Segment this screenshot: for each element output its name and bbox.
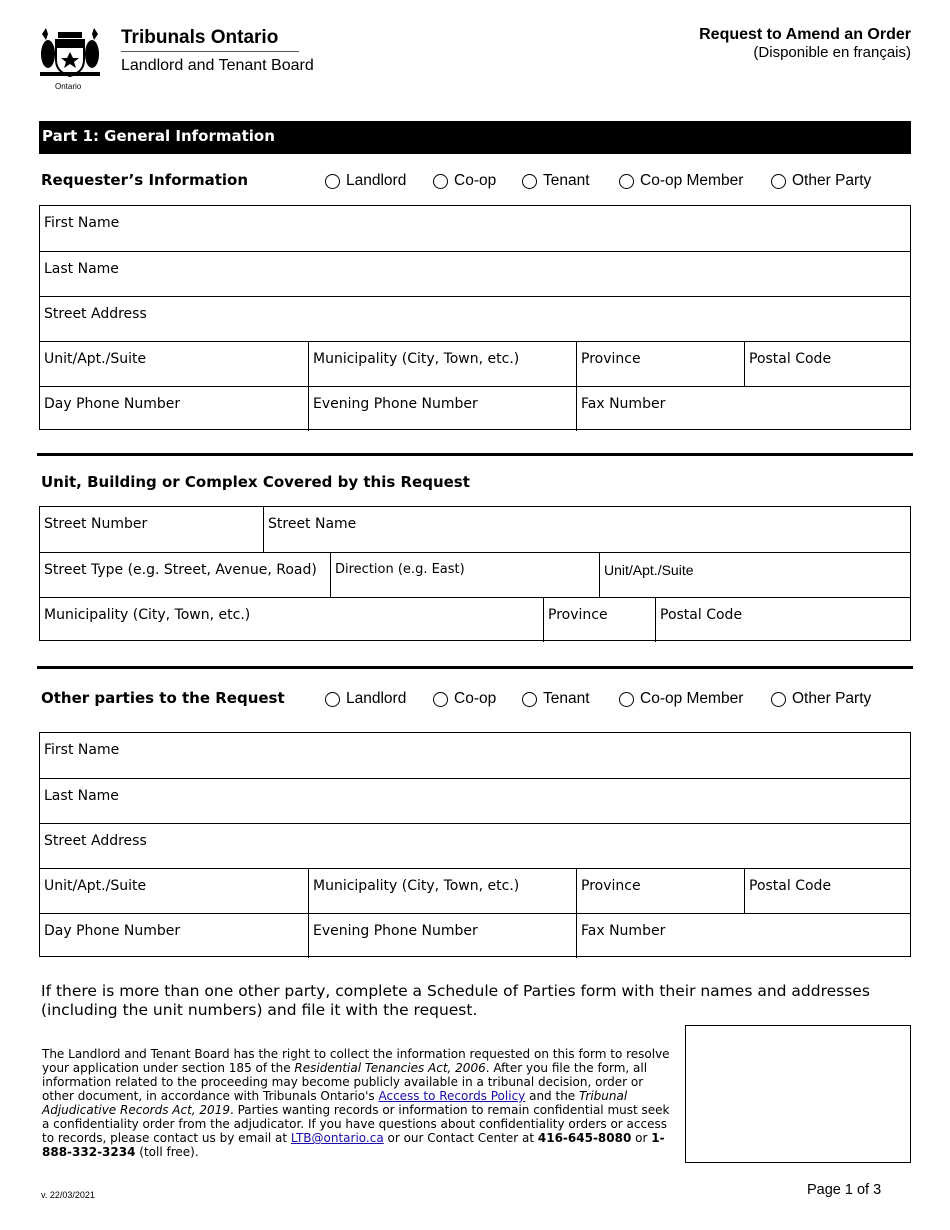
unit-municipality-field[interactable]: Municipality (City, Town, etc.) [44,607,251,623]
other-unit-field[interactable]: Unit/Apt./Suite [44,878,147,894]
requester-role-coop-member[interactable]: Co-op Member [619,172,743,190]
other-street-address-field[interactable]: Street Address [44,833,147,849]
radio-circle-icon [619,692,634,707]
requester-first-name-field[interactable]: First Name [44,215,120,231]
page-number: Page 1 of 3 [807,1182,882,1198]
section-divider [37,666,913,669]
section-divider [37,453,913,456]
other-role-coop-member[interactable]: Co-op Member [619,690,743,708]
other-day-phone-field[interactable]: Day Phone Number [44,923,181,939]
other-role-other-party[interactable]: Other Party [771,690,871,708]
radio-circle-icon [325,692,340,707]
privacy-notice: The Landlord and Tenant Board has the right to collect the information requested on this form to resolve your application under section 185 of the Residential Tenancies Act, 2006. After you file the form, all information related to the proceeding may become publicly available in a tribunal decision, order or other document, in accordance with Tribunals Ontario's Access to Records Policy and the Tribunal Adjudicative Records Act, 2019. Parties wanting records or information to remain confidential must seek a confidentiality order from the adjudicator. If you have questions about confidentiality orders or access to records, please contact us by email at LTB@ontario.ca or our Contact Center at 416-645-8080 or 1-888-332-3234 (toll free). [42,1047,670,1159]
unit-apt-suite-field[interactable]: Unit/Apt./Suite [599,553,910,598]
access-to-records-link[interactable]: Access to Records Policy [378,1089,526,1103]
form-title: Request to Amend an Order [699,26,911,43]
requester-street-address-field[interactable]: Street Address [44,306,147,322]
ltb-email-link[interactable]: LTB@ontario.ca [290,1131,384,1145]
radio-circle-icon [619,174,634,189]
unit-street-name-field[interactable]: Street Name [263,507,910,552]
requester-evening-phone-field[interactable]: Evening Phone Number [308,387,576,431]
unit-street-number-field[interactable]: Street Number [44,516,148,532]
french-availability: (Disponible en français) [753,44,911,61]
radio-circle-icon [522,174,537,189]
part-1-header: Part 1: General Information [39,121,911,154]
unit-info-grid [39,506,911,641]
radio-circle-icon [433,174,448,189]
other-role-landlord[interactable]: Landlord [325,690,406,708]
other-parties-section-title: Other parties to the Request [41,689,285,707]
unit-postal-code-field[interactable]: Postal Code [655,598,910,642]
requester-info-grid [39,205,911,430]
other-fax-field[interactable]: Fax Number [576,914,910,958]
board-name: Landlord and Tenant Board [121,57,314,74]
requester-role-other-party[interactable]: Other Party [771,172,871,190]
other-municipality-field[interactable]: Municipality (City, Town, etc.) [308,869,576,914]
other-province-field[interactable]: Province [576,869,744,914]
radio-circle-icon [771,692,786,707]
org-name: Tribunals Ontario [121,27,279,48]
other-role-coop[interactable]: Co-op [433,690,496,708]
unit-province-field[interactable]: Province [543,598,655,642]
requester-fax-field[interactable]: Fax Number [576,387,910,431]
requester-unit-field[interactable]: Unit/Apt./Suite [44,351,147,367]
logo-caption: Ontario [55,82,82,91]
ontario-logo [36,26,104,82]
logo-divider [121,51,299,52]
requester-province-field[interactable]: Province [576,342,744,387]
radio-circle-icon [522,692,537,707]
coat-of-arms-icon [36,26,104,82]
other-postal-code-field[interactable]: Postal Code [744,869,910,914]
radio-circle-icon [325,174,340,189]
requester-role-landlord[interactable]: Landlord [325,172,406,190]
unit-direction-field[interactable]: Direction (e.g. East) [330,553,599,598]
radio-circle-icon [771,174,786,189]
requester-section-title: Requester’s Information [41,171,248,189]
other-evening-phone-field[interactable]: Evening Phone Number [308,914,576,958]
requester-role-tenant[interactable]: Tenant [522,172,590,190]
requester-last-name-field[interactable]: Last Name [44,261,119,277]
radio-circle-icon [433,692,448,707]
schedule-of-parties-note: If there is more than one other party, complete a Schedule of Parties form with their names and addresses (including the unit numbers) and file it with the request. [41,982,870,1019]
requester-postal-code-field[interactable]: Postal Code [744,342,910,387]
requester-role-coop[interactable]: Co-op [433,172,496,190]
other-parties-grid [39,732,911,957]
unit-section-title: Unit, Building or Complex Covered by this Request [41,473,470,491]
other-last-name-field[interactable]: Last Name [44,788,119,804]
other-role-tenant[interactable]: Tenant [522,690,590,708]
other-first-name-field[interactable]: First Name [44,742,120,758]
requester-municipality-field[interactable]: Municipality (City, Town, etc.) [308,342,576,387]
office-use-box [685,1025,911,1163]
unit-street-type-field[interactable]: Street Type (e.g. Street, Avenue, Road) [44,562,317,578]
form-version: v. 22/03/2021 [41,1190,95,1200]
requester-day-phone-field[interactable]: Day Phone Number [44,396,181,412]
